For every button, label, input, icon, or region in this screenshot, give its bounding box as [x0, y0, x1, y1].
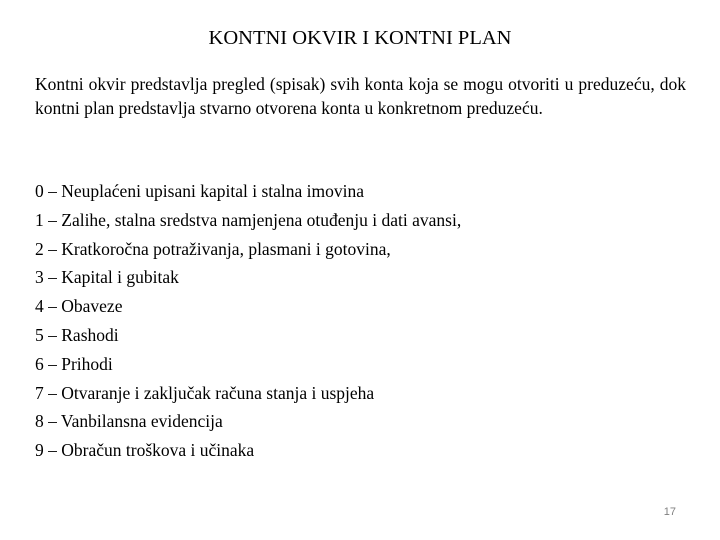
- list-item: 6 – Prihodi: [35, 353, 113, 374]
- list-item: 4 – Obaveze: [35, 296, 123, 317]
- list-item: 0 – Neuplaćeni upisani kapital i stalna imovina: [35, 181, 365, 201]
- list-item: 9 – Obračun troškova i učinaka: [35, 440, 255, 461]
- intro-paragraph: Kontni okvir predstavlja pregled (spisak) svih konta koja se mogu otvoriti u preduzeću, dok kontni plan predstavlja stvarno otvorena konta u konkretnom preduzeću.: [35, 74, 686, 118]
- page-number: 17: [663, 506, 676, 518]
- list-item: 1 – Zalihe, stalna sredstva namjenjena otuđenju i dati avansi,: [35, 209, 462, 230]
- account-class-list: [35, 177, 461, 465]
- list-item: 2 – Kratkoročna potraživanja, plasmani i gotovina,: [35, 238, 391, 259]
- slide-title: KONTNI OKVIR I KONTNI PLAN: [208, 27, 512, 49]
- list-item: 3 – Kapital i gubitak: [35, 267, 179, 288]
- list-item: 7 – Otvaranje i zaključak računa stanja i uspjeha: [35, 382, 375, 403]
- list-item: 8 – Vanbilansna evidencija: [35, 411, 223, 432]
- list-item: 5 – Rashodi: [35, 324, 119, 345]
